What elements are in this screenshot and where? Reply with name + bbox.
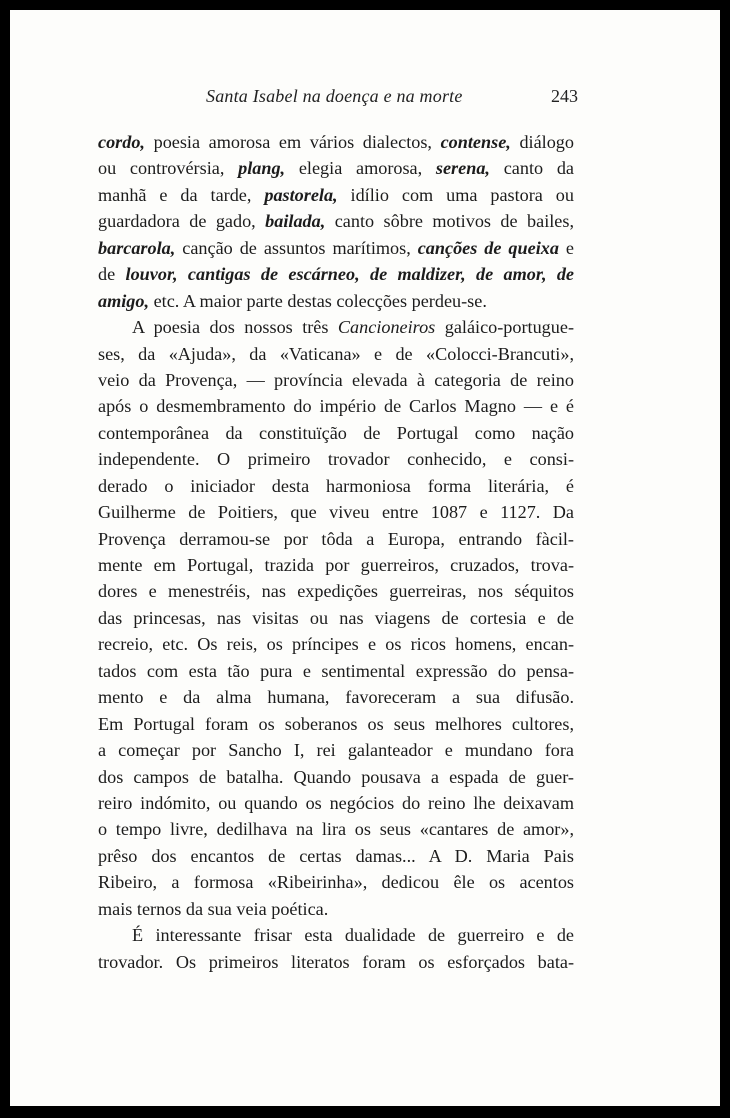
text-run: ses, da «Ajuda», da «Vaticana» e de «Colocci-Brancuti», — [98, 343, 574, 364]
text-run: louvor, — [125, 264, 178, 285]
text-line — [98, 499, 574, 525]
text-run: independente. O primeiro trovador conhecido, e consi- — [98, 449, 574, 470]
text-line — [98, 869, 574, 895]
text-line — [98, 658, 574, 684]
text-line — [98, 393, 574, 419]
text-run: mais ternos da sua veia poética. — [98, 898, 329, 919]
text-run: guardadora de gado, — [98, 211, 266, 232]
text-run: canção de assuntos marítimos, — [175, 237, 418, 258]
text-run: galáico-portugue- — [435, 317, 574, 338]
text-line — [98, 261, 574, 287]
text-run: manhã e da tarde, — [98, 184, 265, 205]
text-line — [98, 235, 574, 261]
text-run: plang, — [238, 158, 286, 179]
text-run: poesia amorosa em vários dialectos, — [144, 132, 441, 152]
text-line — [98, 314, 574, 340]
text-run: a começar por Sancho I, rei galanteador e mundano fora — [98, 740, 574, 761]
text-run: Guilherme de Poitiers, que viveu entre 1087 e 1127. Da — [98, 502, 574, 523]
text-run: veio da Provença, — província elevada à categoria de reino — [98, 369, 574, 390]
text-run: de — [98, 264, 126, 285]
text-line — [98, 949, 574, 975]
text-run: diálogo — [510, 132, 574, 152]
text-run: cantigas de escárneo, de maldizer, de amor, de — [187, 264, 574, 285]
text-line — [98, 631, 574, 657]
text-run: serena, — [435, 158, 490, 179]
text-run: ou controvérsia, — [98, 158, 239, 179]
text-line — [98, 684, 574, 710]
running-title: Santa Isabel na doença e na morte — [206, 86, 463, 106]
text-line — [98, 473, 574, 499]
text-line — [98, 605, 574, 631]
text-run: amigo, — [98, 290, 150, 311]
text-line — [98, 922, 574, 948]
text-line — [98, 764, 574, 790]
text-run: canto sôbre motivos de bailes, — [325, 211, 574, 232]
text-run: prêso dos encantos de certas damas... A D. Maria Pais — [98, 845, 574, 866]
text-line — [98, 208, 574, 234]
text-run: pastorela, — [264, 184, 338, 205]
text-run — [178, 264, 188, 284]
text-run: barcarola, — [98, 237, 176, 258]
text-run: dos campos de batalha. Quando pousava a espada de guer- — [98, 766, 574, 787]
text-run: após o desmembramento do império de Carlos Magno — e é — [98, 396, 574, 417]
text-run: idílio com uma pastora ou — [337, 184, 574, 205]
text-line — [98, 896, 574, 922]
text-run: recreio, etc. Os reis, os príncipes e os ricos homens, encan- — [98, 634, 574, 655]
text-line — [98, 816, 574, 842]
text-run: bailada, — [265, 211, 326, 232]
text-run: elegia amorosa, — [285, 158, 436, 179]
text-line — [98, 288, 574, 314]
body-text — [98, 129, 574, 975]
text-run: mento e da alma humana, favoreceram a sua difusão. — [98, 687, 574, 708]
text-line — [98, 182, 574, 208]
text-run: o tempo livre, dedilhava na lira os seus «cantares de amor», — [98, 819, 574, 840]
text-run: contemporânea da constituïção de Portugal como nação — [98, 422, 574, 443]
page-number: 243 — [551, 86, 578, 106]
text-line — [98, 737, 574, 763]
text-run: e — [558, 237, 574, 258]
text-line — [98, 711, 574, 737]
text-line — [98, 341, 574, 367]
text-run: canções de queixa — [417, 237, 559, 258]
running-header — [98, 86, 578, 110]
text-run: A poesia dos nossos três — [132, 317, 338, 338]
text-run: tados com esta tão pura e sentimental expressão do pensa- — [98, 660, 574, 681]
text-line — [98, 526, 574, 552]
text-line — [98, 129, 574, 155]
text-run: É interessante frisar esta dualidade de guerreiro e de — [132, 925, 574, 946]
text-line — [98, 578, 574, 604]
text-run: Ribeiro, a formosa «Ribeirinha», dedicou êle os acentos — [98, 872, 574, 893]
text-line — [98, 420, 574, 446]
text-run: Em Portugal foram os soberanos os seus melhores cultores, — [98, 713, 574, 734]
text-line — [98, 367, 574, 393]
text-run: Provença derramou-se por tôda a Europa, entrando fàcil- — [98, 528, 574, 549]
text-run: dores e menestréis, nas expedições guerreiras, nos séquitos — [98, 581, 574, 602]
text-run: Cancioneiros — [337, 317, 436, 338]
text-run: canto da — [489, 158, 574, 179]
text-line — [98, 843, 574, 869]
text-run: contense, — [440, 132, 511, 152]
text-run: etc. A maior parte destas colecções perdeu-se. — [149, 290, 487, 311]
text-line — [98, 790, 574, 816]
text-run: derado o iniciador desta harmoniosa forma literária, é — [98, 475, 574, 496]
text-run: trovador. Os primeiros literatos foram os esforçados bata- — [98, 951, 574, 972]
text-run: das princesas, nas visitas ou nas viagens de cortesia e de — [98, 607, 574, 628]
text-run: reiro indómito, ou quando os negócios do reino lhe deixavam — [98, 792, 574, 813]
text-run: cordo, — [98, 132, 145, 152]
text-line — [98, 155, 574, 181]
text-line — [98, 446, 574, 472]
text-run: mente em Portugal, trazida por guerreiros, cruzados, trova- — [98, 555, 574, 575]
text-line — [98, 552, 574, 578]
